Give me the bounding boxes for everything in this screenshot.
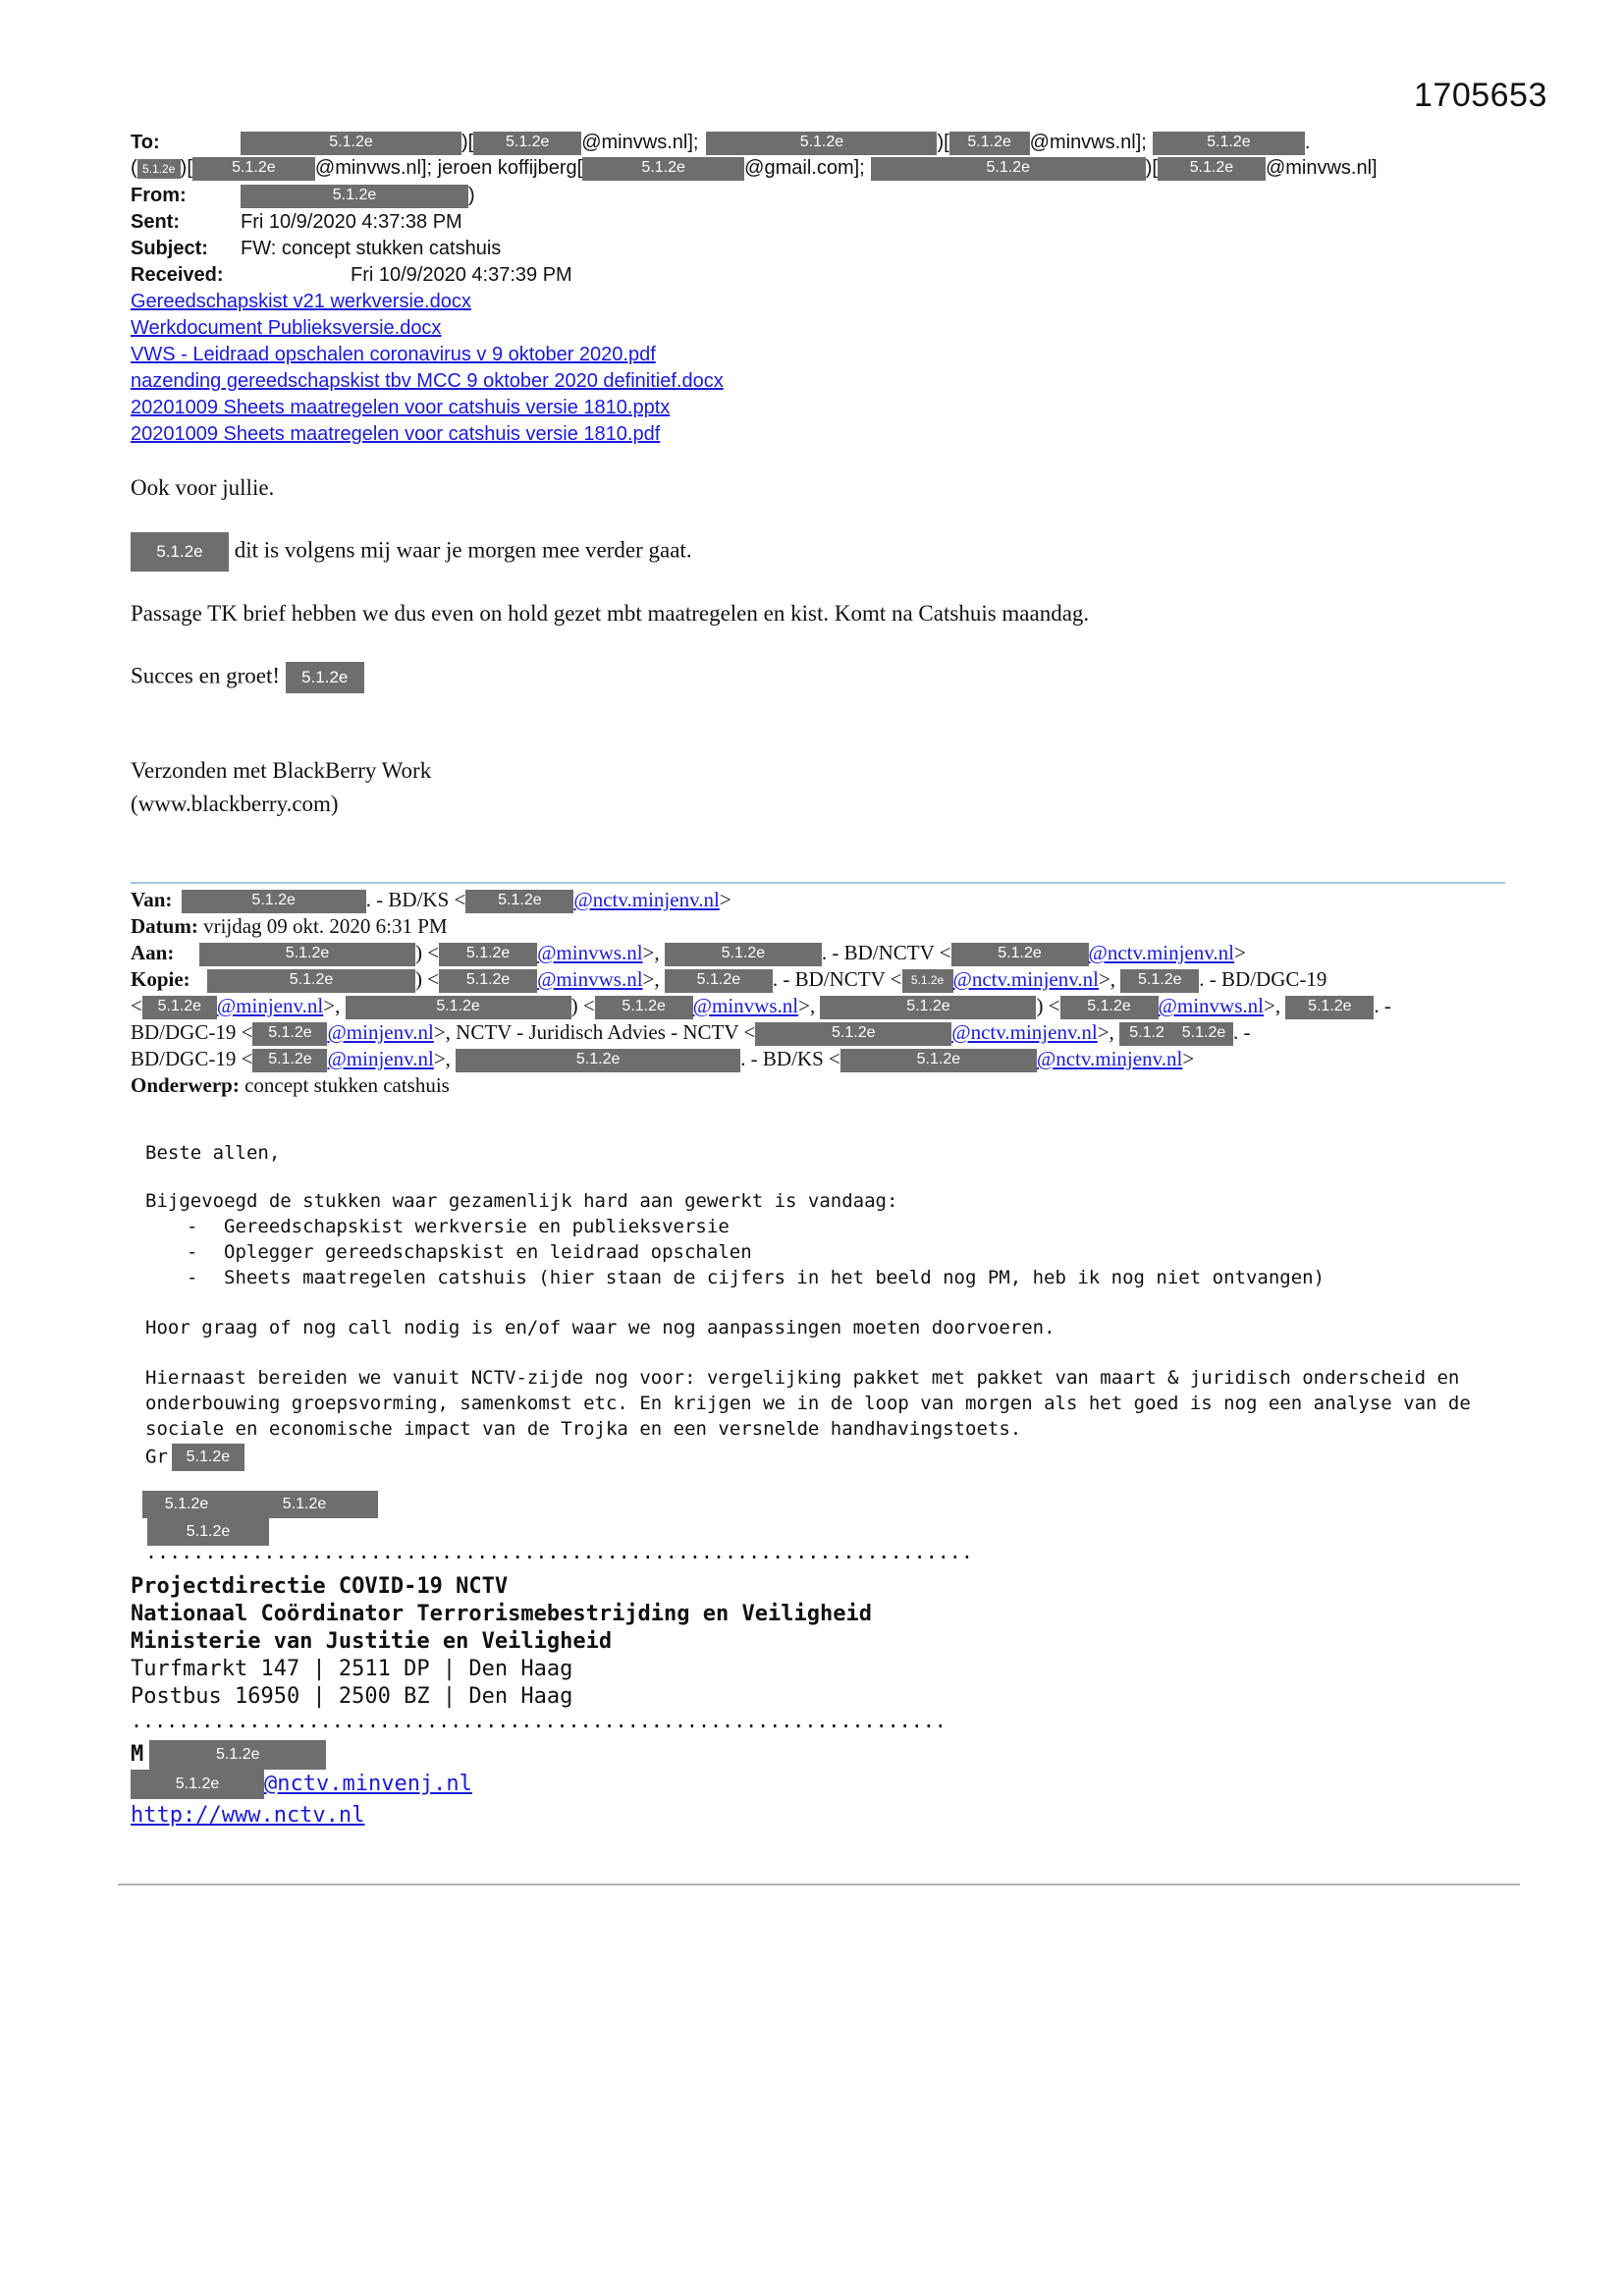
redaction: 5.1.2e [706,132,937,155]
email-link[interactable]: @minvws.nl [537,941,643,964]
signature-website [131,1803,364,1828]
redaction: 5.1.2e [1120,969,1199,993]
attachment-link[interactable]: 20201009 Sheets maatregelen voor catshuis versie 1810.pdf [131,423,661,445]
redaction-block [142,1491,378,1518]
redaction: 5.1.2e [346,996,571,1019]
redaction: 5.1.2e [840,1049,1037,1072]
kopie-label: Kopie: [131,967,190,991]
onderwerp-value: concept stukken catshuis [244,1073,450,1097]
redaction: 5.1.2e [949,132,1030,155]
body-gr: Gr 5.1.2e [145,1444,244,1471]
email-link[interactable]: @nctv.minjenv.nl [1088,941,1234,964]
onderwerp-label: Onderwerp: [131,1073,240,1097]
van-label: Van: [131,888,173,911]
email-link[interactable]: @nctv.minjenv.nl [1036,1047,1183,1070]
received-label: Received: [131,264,224,286]
fwd-datum-row [131,913,448,940]
aan-label: Aan: [131,941,175,964]
to-row: To: 5.1.2e )[ 5.1.2e @minvws.nl]; 5.1.2e )[ 5.1.2e @minvws.nl]; 5.1.2e . [131,132,1311,153]
message-footer: (www.blackberry.com) [131,792,339,816]
redaction: 5.1.2e [147,1518,269,1546]
email-link[interactable]: @minvws.nl [1158,994,1264,1017]
redaction: 5.1.2e [465,890,573,913]
redaction: 5.1.2e [582,157,744,181]
email-link[interactable]: @nctv.minjenv.nl [573,888,720,911]
redaction: 5.1.2e [182,890,366,913]
email-domain: @minvws.nl]; [1029,132,1147,153]
fwd-onderwerp-row [131,1072,450,1099]
body-paragraph: Hiernaast bereiden we vanuit NCTV-zijde nog voor: vergelijking pakket met pakket van maart & juridisch onderscheid en [145,1367,1460,1389]
bullet-item: - Sheets maatregelen catshuis (hier staan de cijfers in het beeld nog PM, heb ik nog niet ontvangen) [187,1267,1326,1288]
sent-row [131,209,462,235]
redaction: 5.1.2e [820,996,1036,1019]
redaction: 5.1.2e [231,1491,378,1518]
redaction: 5.1.2e [192,157,315,181]
redaction: 5.1.2e [595,996,693,1019]
redaction: 5.1.2e [172,1444,244,1471]
subject-label: Subject: [131,238,208,259]
redaction: 5.1.2e [142,1491,231,1518]
attachment-link[interactable]: 20201009 Sheets maatregelen voor catshuis versie 1810.pptx [131,397,671,418]
signature-dots: ...................................................................... [145,1540,973,1563]
fwd-kopie-row: Kopie: 5.1.2e ) < 5.1.2e @minvws.nl>, 5.1.2e . - BD/NCTV < 5.1.2e @nctv.minjenv.nl>, 5.1.2e . - BD/DGC-19 [131,966,1326,993]
redaction: 5.1.2e [951,943,1089,966]
separator-line [131,882,1505,884]
redaction: 5.1.2e [871,157,1146,181]
redaction: 5.1.2e [665,943,822,966]
to-row-continued: ( 5.1.2e )[ 5.1.2e @minvws.nl]; jeroen koffijberg[ 5.1.2e @gmail.com]; 5.1.2e )[ 5.1.2e @minvws.nl] [131,157,1378,179]
redaction: 5.1.2e [902,969,953,993]
redaction: 5.1.2e [241,132,461,155]
datum-label: Datum: [131,914,198,938]
redaction: 5.1.2e [456,1049,740,1072]
redaction: 5.1.2e [439,943,537,966]
message-line: 5.1.2e dit is volgens mij waar je morgen mee verder gaat. [131,532,692,572]
sent-value: Fri 10/9/2020 4:37:38 PM [241,211,462,233]
from-label: From: [131,185,187,206]
bottom-separator [118,1884,1520,1886]
redaction: 5.1.2e [755,1022,951,1046]
redaction: 5.1.2e [473,132,581,155]
signature-mobile-row: M 5.1.2e [131,1740,326,1770]
email-domain: @minvws.nl]; [314,157,433,179]
redaction: 5.1.2 [1119,1022,1174,1046]
redaction: 5.1.2e [142,996,217,1019]
subject-row [131,236,501,261]
signature-line: Ministerie van Justitie en Veiligheid [131,1629,613,1654]
redaction: 5.1.2e [252,1022,327,1046]
redaction: 5.1.2e [1174,1022,1233,1046]
to-label: To: [131,132,160,153]
fwd-kopie-row-3: BD/DGC-19 < 5.1.2e @minjenv.nl>, NCTV - Juridisch Advies - NCTV < 5.1.2e @nctv.minjenv.nl>, 5.1.2 5.1.2e . - [131,1019,1251,1046]
signature-line: Turfmarkt 147 | 2511 DP | Den Haag [131,1657,573,1681]
redaction: 5.1.2e [241,185,468,208]
signature-line: Postbus 16950 | 2500 BZ | Den Haag [131,1684,573,1709]
email-link[interactable]: @minvws.nl [692,994,799,1017]
email-link[interactable]: @minjenv.nl [216,994,324,1017]
email-link[interactable]: @minvws.nl [537,967,643,991]
body-intro: Bijgevoegd de stukken waar gezamenlijk hard aan gewerkt is vandaag: [145,1190,898,1212]
message-footer: Verzonden met BlackBerry Work [131,758,432,783]
received-value: Fri 10/9/2020 4:37:39 PM [351,264,572,286]
sent-label: Sent: [131,211,180,233]
redaction: 5.1.2e [137,159,181,179]
subject-value: FW: concept stukken catshuis [241,238,502,259]
bullet-item: - Oplegger gereedschapskist en leidraad opschalen [187,1241,752,1263]
redaction: 5.1.2e [149,1740,326,1770]
signature-email-row [131,1770,472,1799]
fwd-kopie-row-2: < 5.1.2e @minjenv.nl>, 5.1.2e ) < 5.1.2e @minvws.nl>, 5.1.2e ) < 5.1.2e @minvws.nl>, 5.1.2e . - [131,993,1391,1019]
email-link[interactable]: @minjenv.nl [327,1020,434,1044]
email-domain: @minvws.nl] [1265,157,1378,179]
datum-value: vrijdag 09 okt. 2020 6:31 PM [203,914,448,938]
email-domain-gmail: @gmail.com]; [744,157,865,179]
email-domain: @minvws.nl]; [581,132,699,153]
email-link[interactable]: @nctv.minjenv.nl [952,967,1099,991]
attachment-link[interactable]: Werkdocument Publieksversie.docx [131,317,442,339]
body-paragraph: sociale en economische impact van de Trojka en een versnelde handhavingstoets. [145,1418,1022,1440]
attachment-link[interactable]: nazending gereedschapskist tbv MCC 9 oktober 2020 definitief.docx [131,370,724,392]
redaction: 5.1.2e [1158,157,1266,181]
redaction: 5.1.2e [286,662,364,693]
recipient-name: jeroen koffijberg[ [437,157,583,179]
redaction: 5.1.2e [1060,996,1159,1019]
body-paragraph: onderbouwing groepsvorming, samenkomst etc. En krijgen we in de loop van morgen als het goed is nog een analyse van de [145,1393,1471,1414]
message-line: Passage TK brief hebben we dus even on hold gezet mbt maatregelen en kist. Komt na Catshuis maandag. [131,601,1090,626]
email-link[interactable]: @minjenv.nl [327,1047,434,1070]
from-row: From: 5.1.2e ) [131,185,475,206]
signature-dots: ..................................................................... [131,1709,947,1732]
attachment-list [131,289,724,448]
redaction: 5.1.2e [131,1770,264,1799]
email-link[interactable]: @nctv.minvenj.nl [264,1772,472,1796]
email-link[interactable]: @nctv.minjenv.nl [951,1020,1098,1044]
redaction: 5.1.2e [665,969,773,993]
fwd-van-row: Van: 5.1.2e . - BD/KS < 5.1.2e @nctv.minjenv.nl> [131,887,731,913]
redaction: 5.1.2e [199,943,415,966]
fwd-aan-row: Aan: 5.1.2e ) < 5.1.2e @minvws.nl>, 5.1.2e . - BD/NCTV < 5.1.2e @nctv.minjenv.nl> [131,940,1246,966]
redaction: 5.1.2e [1153,132,1305,155]
body-greeting: Beste allen, [145,1142,281,1164]
redaction: 5.1.2e [207,969,415,993]
attachment-link[interactable]: Gereedschapskist v21 werkversie.docx [131,291,471,312]
fwd-kopie-row-4: BD/DGC-19 < 5.1.2e @minjenv.nl>, 5.1.2e . - BD/KS < 5.1.2e @nctv.minjenv.nl> [131,1046,1194,1072]
redaction: 5.1.2e [1285,996,1374,1019]
attachment-link[interactable]: VWS - Leidraad opschalen coronavirus v 9 oktober 2020.pdf [131,344,656,365]
message-line: Succes en groet! 5.1.2e [131,662,364,693]
signature-line: Nationaal Coördinator Terrorismebestrijding en Veiligheid [131,1602,872,1626]
redaction: 5.1.2e [252,1049,327,1072]
body-call: Hoor graag of nog call nodig is en/of waar we nog aanpassingen moeten doorvoeren. [145,1317,1056,1339]
signature-line: Projectdirectie COVID-19 NCTV [131,1574,509,1599]
redaction: 5.1.2e [439,969,537,993]
received-row [131,262,572,288]
website-link[interactable]: http://www.nctv.nl [131,1803,365,1828]
redaction: 5.1.2e [131,532,229,572]
document-number: 1705653 [1414,77,1547,114]
bullet-item: - Gereedschapskist werkversie en publieksversie [187,1216,730,1237]
message-line: Ook voor jullie. [131,475,275,500]
